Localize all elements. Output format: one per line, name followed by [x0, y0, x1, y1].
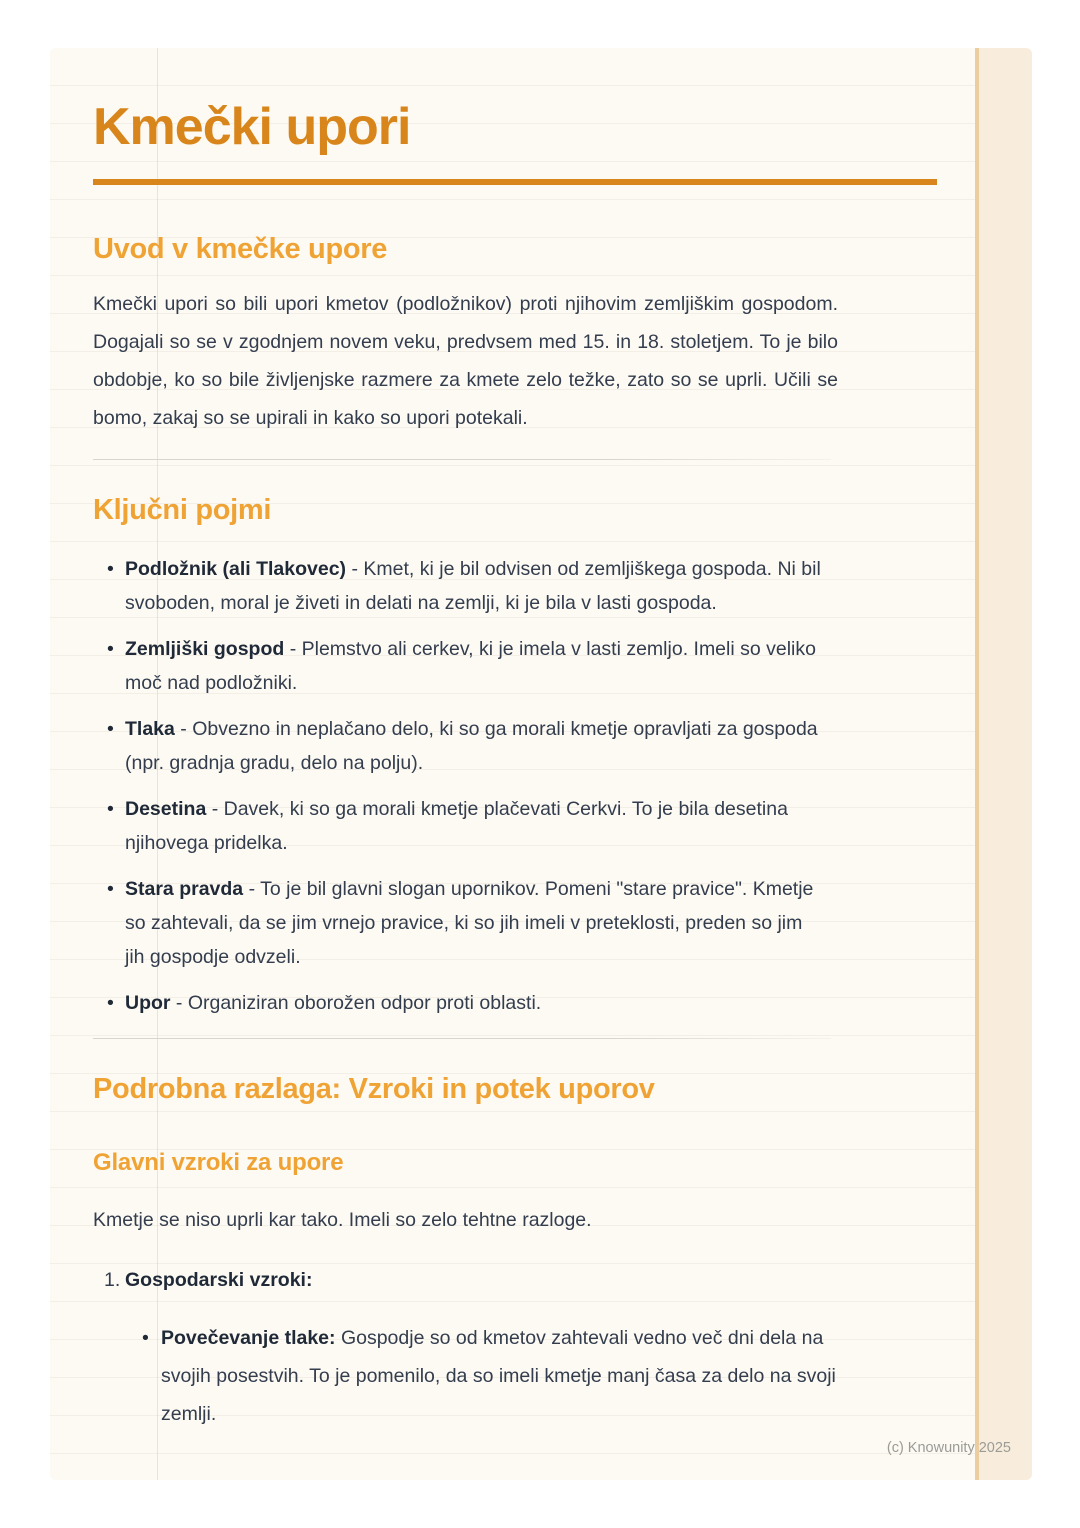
- document-content: [93, 48, 937, 1433]
- bullet-icon: [142, 1319, 149, 1357]
- details-section-heading: Podrobna razlaga: Vzroki in potek uporov: [93, 1073, 655, 1105]
- term-item: [107, 712, 824, 780]
- intro-section-heading: Uvod v kmečke upore: [93, 233, 388, 265]
- term-label: Upor: [125, 992, 171, 1014]
- term-definition: - To je bil glavni slogan upornikov. Pomeni "stare pravice". Kmetje so zahtevali, da se jim vrnejo pravice, ki so jih imeli v preteklosti, preden so jim jih gospodje odvzeli.: [125, 878, 814, 968]
- section-divider: [93, 1038, 831, 1039]
- sub-bullet-list: [93, 1319, 853, 1433]
- bullet-icon: [107, 712, 114, 746]
- numbered-item-label: Gospodarski vzroki:: [125, 1269, 313, 1291]
- term-item: [107, 792, 824, 860]
- term-item: [107, 986, 824, 1020]
- term-definition: - Organiziran oborožen odpor proti oblasti.: [170, 992, 542, 1014]
- details-subheading: Glavni vzroki za upore: [93, 1149, 344, 1176]
- bullet-icon: [107, 552, 114, 586]
- term-label: Zemljiški gospod: [125, 638, 285, 660]
- bullet-icon: [107, 986, 114, 1020]
- bullet-icon: [107, 632, 114, 666]
- term-definition: - Davek, ki so ga morali kmetje plačevati Cerkvi. To je bila desetina njihovega pridelka.: [125, 798, 788, 854]
- term-definition: - Plemstvo ali cerkev, ki je imela v lasti zemljo. Imeli so veliko moč nad podložniki.: [125, 638, 816, 694]
- section-divider: [93, 459, 831, 460]
- title-underline-rule: [93, 179, 937, 185]
- term-label: Stara pravda: [125, 878, 244, 900]
- term-definition: - Kmet, ki je bil odvisen od zemljiškega gospoda. Ni bil svoboden, moral je živeti in delati na zemlji, ki je bila v lasti gospoda.: [125, 558, 821, 614]
- term-label: Podložnik (ali Tlakovec): [125, 558, 347, 580]
- page-side-stripe: [975, 48, 1032, 1480]
- item-number: 1.: [104, 1269, 121, 1291]
- term-label: Tlaka: [125, 718, 175, 740]
- term-item: [107, 552, 824, 620]
- bullet-icon: [107, 792, 114, 826]
- page-title: Kmečki upori: [93, 98, 411, 156]
- term-item: [107, 632, 824, 700]
- numbered-item: [104, 1263, 937, 1297]
- term-item: [107, 872, 824, 974]
- key-terms-heading: Ključni pojmi: [93, 494, 272, 526]
- bullet-icon: [107, 872, 114, 906]
- notes-page-sheet: [50, 48, 1032, 1480]
- term-label: Desetina: [125, 798, 207, 820]
- sub-bullet-term: Povečevanje tlake:: [161, 1327, 336, 1349]
- sub-bullet-definition: Gospodje so od kmetov zahtevali vedno več dni dela na svojih posestvih. To je pomenilo, da so imeli kmetje manj časa za delo na svoji zemlji.: [161, 1327, 836, 1425]
- watermark: (c) Knowunity 2025: [886, 1440, 1011, 1456]
- intro-paragraph: Kmečki upori so bili upori kmetov (podložnikov) proti njihovim zemljiškim gospodom. Dogajali so se v zgodnjem novem veku, predvsem med 15. in 18. stoletjem. To je bilo obdobje, ko so bile življenjske razmere za kmete zelo težke, zato so se uprli. Učili se bomo, zakaj so se upirali in kako so upori potekali.: [93, 293, 838, 429]
- details-paragraph: Kmetje se niso uprli kar tako. Imeli so zelo tehtne razloge.: [93, 1209, 592, 1231]
- key-terms-list: [93, 552, 824, 1020]
- term-definition: - Obvezno in neplačano delo, ki so ga morali kmetje opravljati za gospoda (npr. gradnja gradu, delo na polju).: [125, 718, 818, 774]
- sub-bullet-item: [142, 1319, 853, 1433]
